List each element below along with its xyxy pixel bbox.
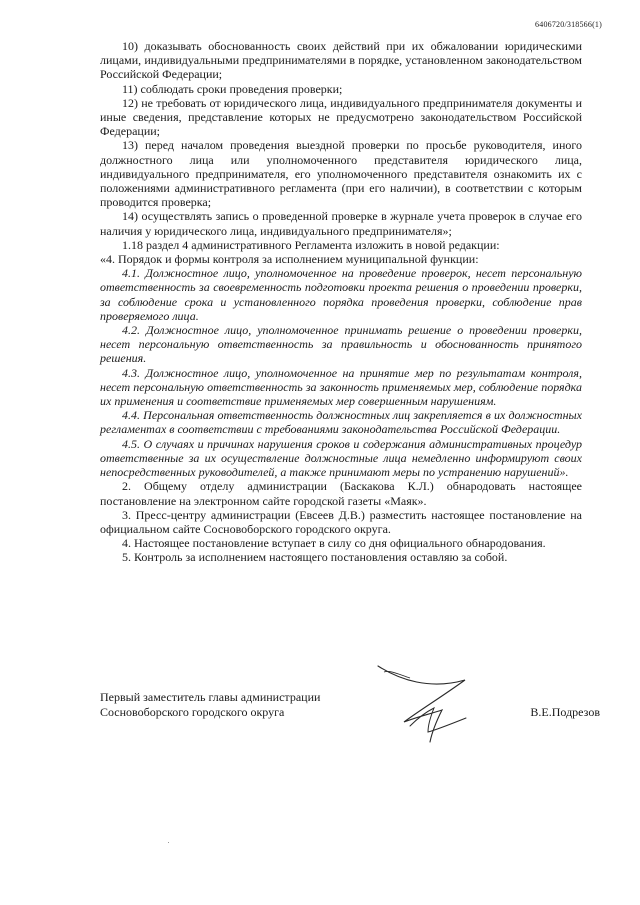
signatory-position bbox=[100, 690, 320, 720]
signatory-name: В.Е.Подрезов bbox=[530, 705, 600, 719]
document-body bbox=[100, 39, 582, 565]
paragraph-2: 2. Общему отделу администрации (Баскакова К.Л.) обнародовать настоящее постановление на электронном сайте городской газеты «Маяк». bbox=[100, 479, 582, 508]
paragraph-4-5: 4.5. О случаях и причинах нарушения сроков и содержания административных процедур ответственные за их осуществление должностные лица немедленно информируют своих непосредственных руководителей, а также принимают меры по устранению нарушений». bbox=[100, 436, 582, 480]
paragraph-13: 13) перед началом проведения выездной проверки по просьбе руководителя, иного должностного лица или уполномоченного представителя юридического лица, индивидуального предпринимателя, его уполномоченного представителя ознакомить их с положениями административного регламента (при его наличии), в соответствии с которым проводится проверка; bbox=[100, 138, 582, 210]
paragraph-4: 4. Настоящее постановление вступает в силу со дня официального обнародования. bbox=[122, 536, 546, 551]
paragraph-12: 12) не требовать от юридического лица, индивидуального предпринимателя документы и иные сведения, представление которых не предусмотрено законодательством Российской Федерации; bbox=[100, 95, 582, 139]
paragraph-14: 14) осуществлять запись о проведенной проверке в журнале учета проверок в случае его наличия у юридического лица, индивидуального предпринимателя»; bbox=[100, 209, 582, 238]
paragraph-4-4: 4.4. Персональная ответственность должностных лиц закрепляется в их должностных регламентах в соответствии с требованиями законодательства Российской Федерации. bbox=[100, 408, 582, 437]
paragraph-10: 10) доказывать обоснованность своих действий при их обжаловании юридическими лицами, индивидуальными предпринимателями в порядке, установленном законодательством Российской Федерации; bbox=[100, 39, 582, 82]
paragraph-11: 11) соблюдать сроки проведения проверки; bbox=[122, 81, 343, 96]
paragraph-5: 5. Контроль за исполнением настоящего постановления оставляю за собой. bbox=[122, 550, 508, 565]
handwritten-signature bbox=[370, 660, 490, 750]
paragraph-3: 3. Пресс-центру администрации (Евсеев Д.В.) разместить настоящее постановление на официальном сайте Сосновоборского городского округа. bbox=[100, 507, 582, 536]
paragraph-4-2: 4.2. Должностное лицо, уполномоченное принимать решение о проведении проверки, несет персональную ответственность за правильность и обоснованность принятого решения. bbox=[100, 323, 582, 366]
signatory-position-line2: Сосновоборского городского округа bbox=[100, 705, 285, 719]
section-4-title: «4. Порядок и формы контроля за исполнением муниципальной функции: bbox=[100, 252, 479, 267]
scan-speck bbox=[168, 842, 169, 843]
paragraph-4-3: 4.3. Должностное лицо, уполномоченное на принятие мер по результатам контроля, несет персональную ответственность за законность применяемых мер, соблюдение порядка их применения и соответствие применяемых мер совершенным нарушениям. bbox=[100, 365, 582, 409]
signatory-position-line1: Первый заместитель главы администрации bbox=[100, 690, 321, 704]
document-id: 6406720/318566(1) bbox=[535, 20, 602, 29]
paragraph-4-1: 4.1. Должностное лицо, уполномоченное на проведение проверок, несет персональную ответственность за своевременность подготовки проекта решения о проведении проверки, за соблюдение срока и установленного порядка проведения проверки, соблюдение прав проверяемого лица. bbox=[100, 266, 582, 323]
paragraph-1-18: 1.18 раздел 4 административного Регламента изложить в новой редакции: bbox=[122, 237, 500, 252]
